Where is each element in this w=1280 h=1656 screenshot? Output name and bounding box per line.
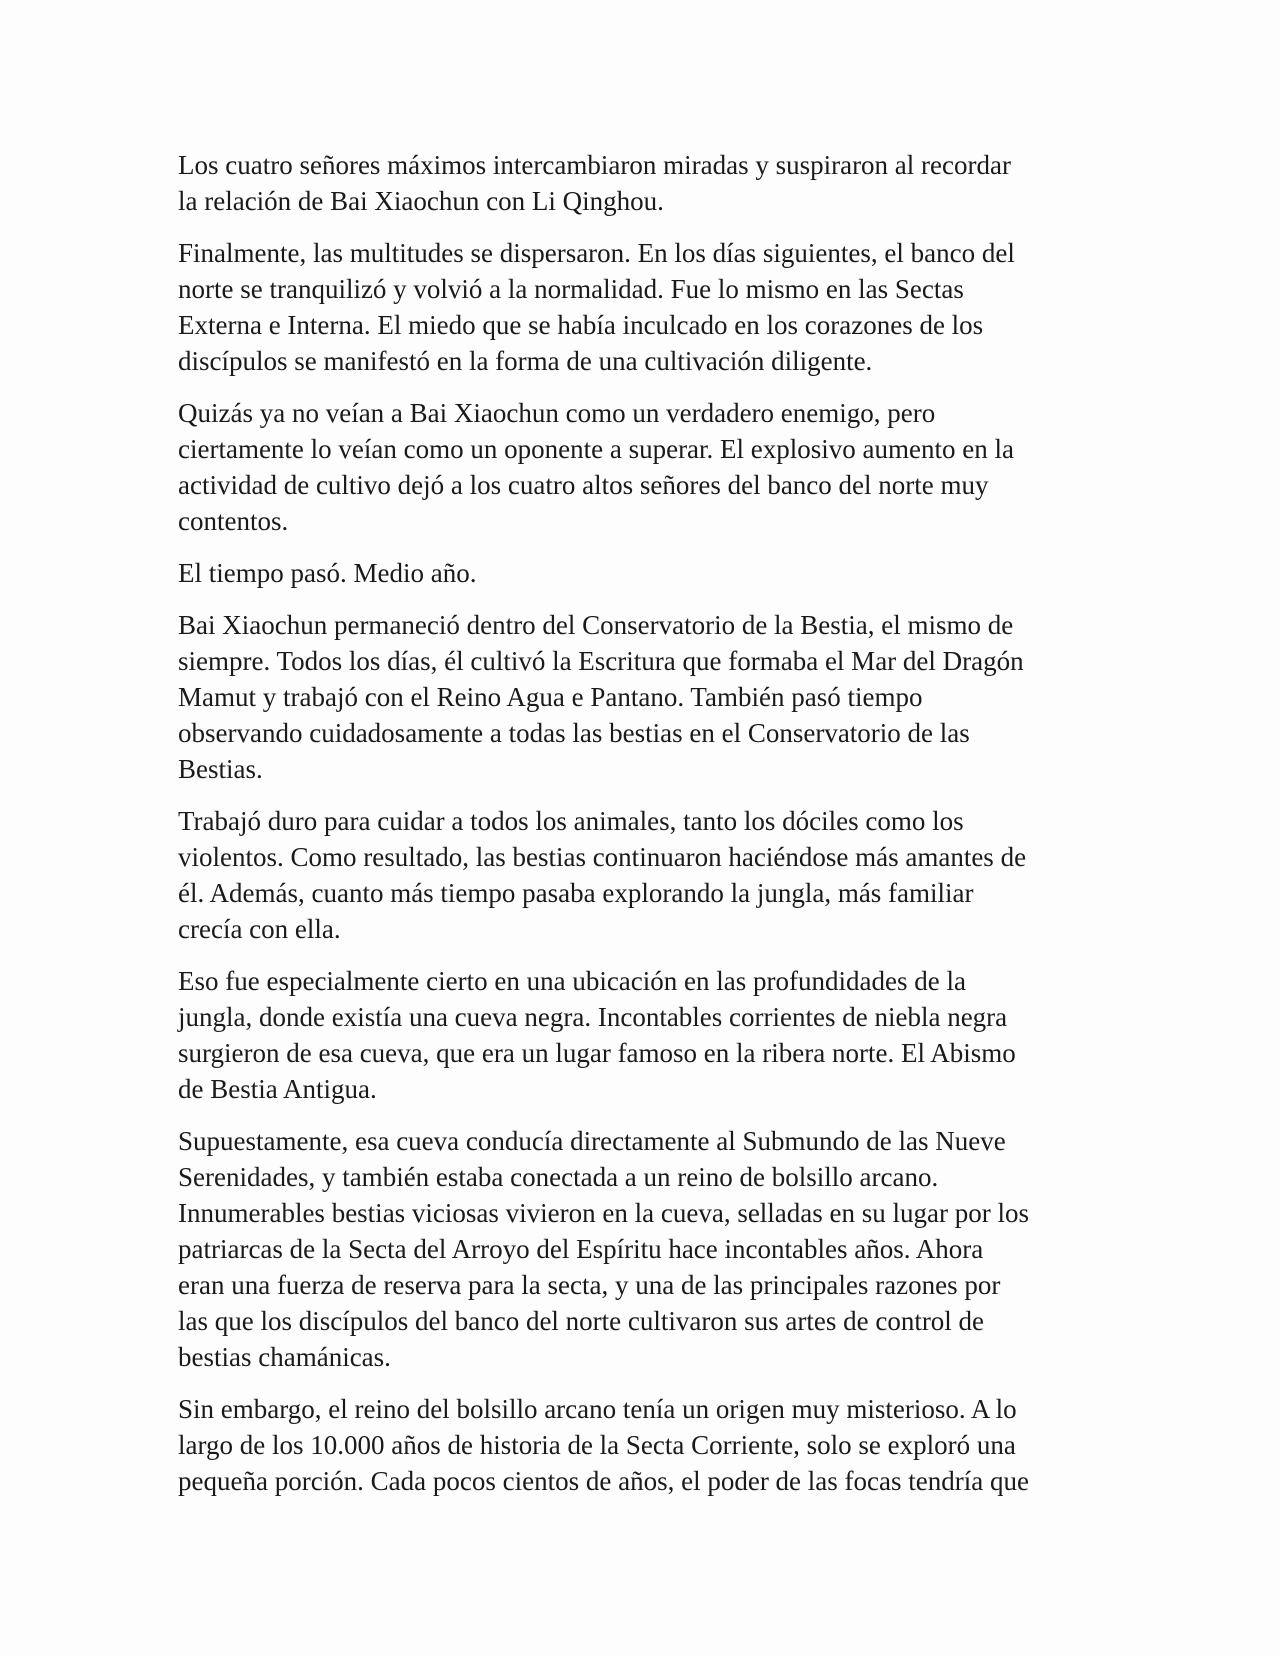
text-line: Los cuatro señores máximos intercambiaron miradas y suspiraron al recordar <box>178 150 1011 180</box>
text-line: Bestias. <box>178 754 263 784</box>
text-line: la relación de Bai Xiaochun con Li Qinghou. <box>178 186 664 216</box>
text-line: contentos. <box>178 506 289 536</box>
paragraph <box>178 963 1118 1107</box>
text-line: bestias chamánicas. <box>178 1342 391 1372</box>
text-line: las que los discípulos del banco del norte cultivaron sus artes de control de <box>178 1306 985 1336</box>
document-body <box>178 147 1118 1515</box>
paragraph <box>178 235 1118 379</box>
text-line: Serenidades, y también estaba conectada a un reino de bolsillo arcano. <box>178 1162 939 1192</box>
text-line: Mamut y trabajó con el Reino Agua e Pantano. También pasó tiempo <box>178 682 923 712</box>
text-line: siempre. Todos los días, él cultivó la Escritura que formaba el Mar del Dragón <box>178 646 1024 676</box>
text-line: Eso fue especialmente cierto en una ubicación en las profundidades de la <box>178 966 966 996</box>
text-line: Quizás ya no veían a Bai Xiaochun como un verdadero enemigo, pero <box>178 398 936 428</box>
text-line: Sin embargo, el reino del bolsillo arcano tenía un origen muy misterioso. A lo <box>178 1394 1017 1424</box>
text-line: discípulos se manifestó en la forma de una cultivación diligente. <box>178 346 873 376</box>
text-line: jungla, donde existía una cueva negra. Incontables corrientes de niebla negra <box>178 1002 1008 1032</box>
text-line: Trabajó duro para cuidar a todos los animales, tanto los dóciles como los <box>178 806 964 836</box>
text-line: surgieron de esa cueva, que era un lugar famoso en la ribera norte. El Abismo <box>178 1038 1016 1068</box>
text-line: actividad de cultivo dejó a los cuatro altos señores del banco del norte muy <box>178 470 989 500</box>
text-line: largo de los 10.000 años de historia de la Secta Corriente, solo se exploró una <box>178 1430 1016 1460</box>
text-line: observando cuidadosamente a todas las bestias en el Conservatorio de las <box>178 718 970 748</box>
text-line: pequeña porción. Cada pocos cientos de años, el poder de las focas tendría que <box>178 1466 1029 1496</box>
text-line: violentos. Como resultado, las bestias continuaron haciéndose más amantes de <box>178 842 1027 872</box>
text-line: de Bestia Antigua. <box>178 1074 377 1104</box>
paragraph <box>178 1123 1118 1375</box>
text-line: Externa e Interna. El miedo que se había inculcado en los corazones de los <box>178 310 984 340</box>
text-line: él. Además, cuanto más tiempo pasaba explorando la jungla, más familiar <box>178 878 974 908</box>
paragraph <box>178 147 1118 219</box>
paragraph <box>178 555 1118 591</box>
text-line: ciertamente lo veían como un oponente a superar. El explosivo aumento en la <box>178 434 1014 464</box>
text-line: crecía con ella. <box>178 914 341 944</box>
text-line: El tiempo pasó. Medio año. <box>178 558 477 588</box>
text-line: norte se tranquilizó y volvió a la normalidad. Fue lo mismo en las Sectas <box>178 274 964 304</box>
paragraph <box>178 395 1118 539</box>
text-line: patriarcas de la Secta del Arroyo del Espíritu hace incontables años. Ahora <box>178 1234 984 1264</box>
paragraph <box>178 607 1118 787</box>
paragraph <box>178 803 1118 947</box>
text-line: Finalmente, las multitudes se dispersaron. En los días siguientes, el banco del <box>178 238 1015 268</box>
text-line: Supuestamente, esa cueva conducía directamente al Submundo de las Nueve <box>178 1126 1006 1156</box>
paragraph <box>178 1391 1118 1499</box>
text-line: Innumerables bestias viciosas vivieron en la cueva, selladas en su lugar por los <box>178 1198 1030 1228</box>
text-line: Bai Xiaochun permaneció dentro del Conservatorio de la Bestia, el mismo de <box>178 610 1014 640</box>
text-line: eran una fuerza de reserva para la secta, y una de las principales razones por <box>178 1270 1001 1300</box>
